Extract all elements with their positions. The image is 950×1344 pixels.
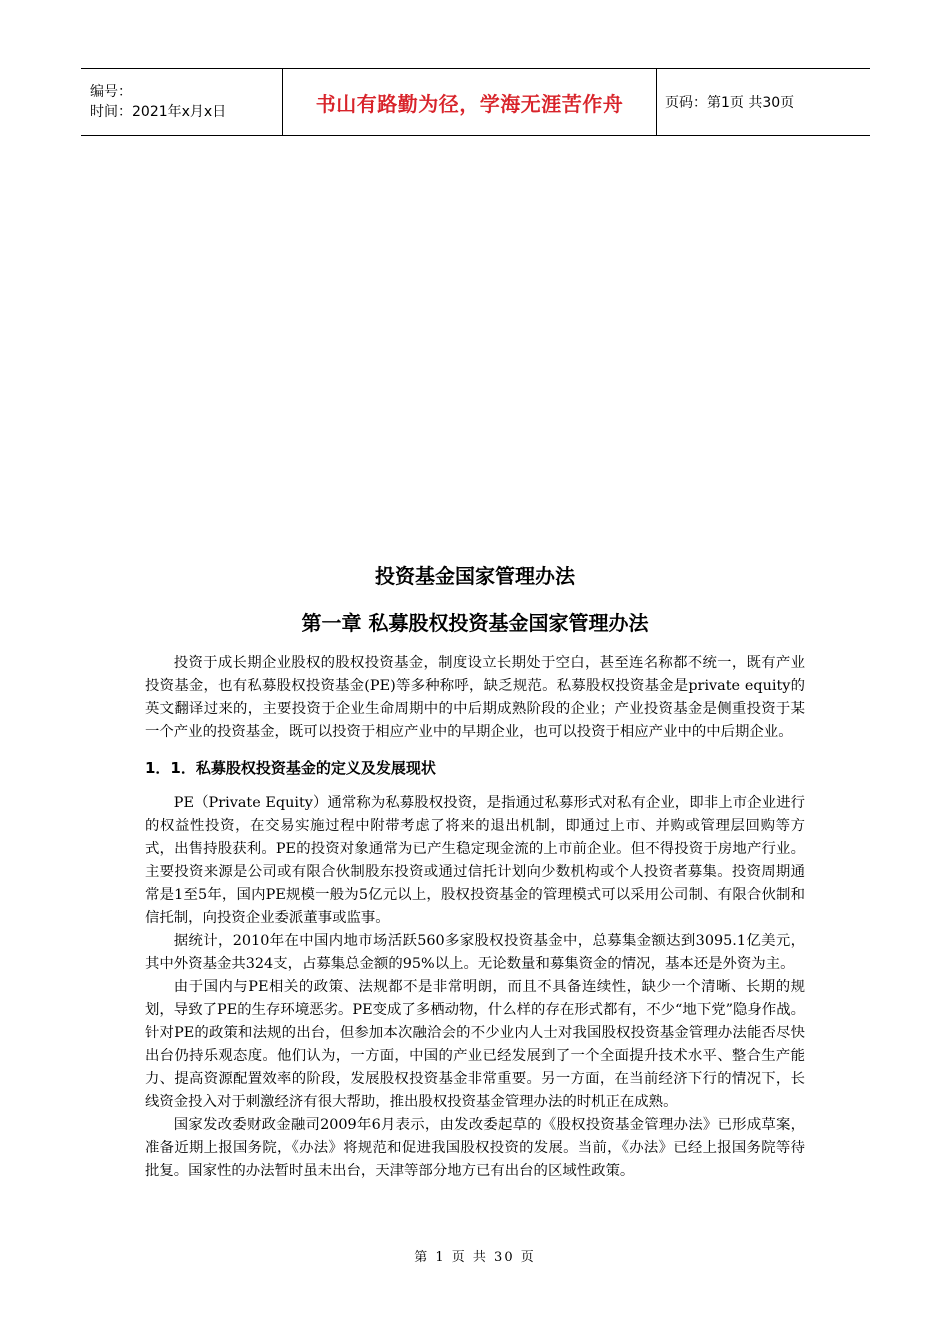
intro-paragraph: 投资于成长期企业股权的股权投资基金，制度设立长期处于空白，甚至连名称都不统一，既有产业投资基金，也有私募股权投资基金(PE)等多种称呼，缺乏规范。私募股权投资基金是private equity的英文翻译过来的，主要投资于企业生命周期中的中后期成熟阶段的企业；产业投资基金是侧重投资于某一个产业的投资基金，既可以投资于相应产业中的早期企业，也可以投资于相应产业中的中后期企业。: [145, 655, 805, 740]
header-motto: 书山有路勤为径，学海无涯苦作舟: [282, 69, 657, 135]
document-number-label: 编号：: [90, 84, 132, 100]
document-time-label: 时间：2021年x月x日: [90, 104, 227, 120]
body-paragraph-4: 国家发改委财政金融司2009年6月表示，由发改委起草的《股权投资基金管理办法》已形成草案，准备近期上报国务院，《办法》将规范和促进我国股权投资的发展。当前，《办法》已经上报国务院等待批复。国家性的办法暂时虽未出台，天津等部分地方已有出台的区域性政策。: [145, 1117, 805, 1179]
document-title: 投资基金国家管理办法: [375, 564, 575, 588]
page-footer: 第 1 页 共 30 页: [414, 1250, 536, 1265]
body-paragraph-3: 由于国内与PE相关的政策、法规都不是非常明朗，而且不具备连续性，缺少一个清晰、长期的规划，导致了PE的生存环境恶劣。PE变成了多栖动物，什么样的存在形式都有，不少“地下党”隐身作战。针对PE的政策和法规的出台，但参加本次融洽会的不少业内人士对我国股权投资基金管理办法能否尽快出台仍持乐观态度。他们认为，一方面，中国的产业已经发展到了一个全面提升技术水平、整合生产能力、提高资源配置效率的阶段，发展股权投资基金非常重要。另一方面，在当前经济下行的情况下，长线资金投入对于刺激经济有很大帮助，推出股权投资基金管理办法的时机正在成熟。: [145, 979, 805, 1110]
section-heading: 1．1．私募股权投资基金的定义及发展现状: [145, 759, 436, 777]
header-table: [81, 68, 870, 136]
header-page-info: 页码：第1页 共30页: [665, 95, 795, 111]
body-paragraph-2: 据统计，2010年在中国内地市场活跃560多家股权投资基金中，总募集金额达到3095.1亿美元，其中外资基金共324支，占募集总金额的95%以上。无论数量和募集资金的情况，基本还是外资为主。: [145, 933, 805, 972]
document-body: [145, 652, 805, 1183]
body-paragraph-1: PE（Private Equity）通常称为私募股权投资，是指通过私募形式对私有企业，即非上市企业进行的权益性投资，在交易实施过程中附带考虑了将来的退出机制，即通过上市、并购或管理层回购等方式，出售持股获利。PE的投资对象通常为已产生稳定现金流的上市前企业。但不得投资于房地产行业。主要投资来源是公司或有限合伙制股东投资或通过信托计划向少数机构或个人投资者募集。投资周期通常是1至5年，国内PE规模一般为5亿元以上，股权投资基金的管理模式可以采用公司制、有限合伙制和信托制，向投资企业委派董事或监事。: [145, 795, 805, 926]
chapter-title: 第一章 私募股权投资基金国家管理办法: [301, 611, 649, 635]
header-meta: [81, 69, 282, 135]
